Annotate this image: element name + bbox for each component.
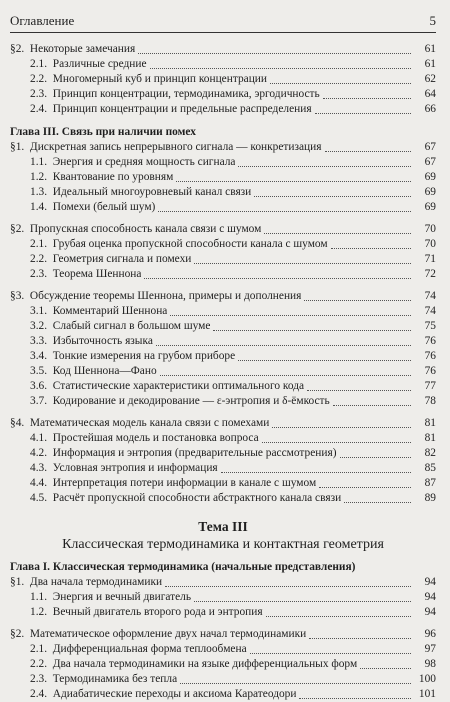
toc-entry-label: 1.1. Энергия и средняя мощность сигнала	[30, 156, 236, 168]
dot-leader	[264, 233, 411, 234]
toc-entry-page: 62	[424, 73, 436, 85]
toc-entry-page: 87	[424, 477, 436, 489]
toc-subsection-entry[interactable]	[10, 102, 436, 117]
toc-entry-page: 94	[424, 606, 436, 618]
toc-section-entry[interactable]	[10, 222, 436, 237]
toc-entry-label: 3.4. Тонкие измерения на грубом приборе	[30, 350, 236, 362]
dot-leader	[176, 181, 411, 182]
toc-subsection-entry[interactable]	[10, 461, 436, 476]
toc-entry-page: 69	[424, 201, 436, 213]
toc-group-2	[10, 140, 436, 506]
toc-subsection-entry[interactable]	[10, 185, 436, 200]
theme-title: Классическая термодинамика и контактная геометрия	[62, 537, 384, 552]
toc-subsection-entry[interactable]	[10, 319, 436, 334]
toc-entry-page: 71	[424, 253, 436, 265]
dot-leader	[331, 248, 411, 249]
toc-entry-page: 76	[424, 350, 436, 362]
toc-subsection-entry[interactable]	[10, 687, 436, 702]
toc-entry-page: 67	[424, 156, 436, 168]
dot-leader	[307, 390, 411, 391]
toc-entry-page: 98	[424, 658, 436, 670]
toc-entry-label: 4.5. Расчёт пропускной способности абстрактного канала связи	[30, 492, 342, 504]
toc-entry-page: 78	[424, 395, 436, 407]
toc-entry-label: §1. Дискретная запись непрерывного сигнала — конкретизация	[10, 141, 322, 153]
chapter-heading[interactable]	[10, 125, 436, 140]
dot-leader	[238, 360, 411, 361]
toc-entry-label: 2.3. Теорема Шеннона	[30, 268, 142, 280]
toc-subsection-entry[interactable]	[10, 349, 436, 364]
toc-entry-page: 74	[424, 305, 436, 317]
toc-section-entry[interactable]	[10, 627, 436, 642]
toc-subsection-entry[interactable]	[10, 57, 436, 72]
toc-subsection-entry[interactable]	[10, 304, 436, 319]
chapter-heading-label: Глава I. Классическая термодинамика (начальные представления)	[10, 561, 356, 573]
dot-leader	[319, 487, 411, 488]
toc-entry-page: 94	[424, 591, 436, 603]
toc-entry-label: 2.3. Термодинамика без тепла	[30, 673, 178, 685]
dot-leader	[340, 457, 411, 458]
running-title: Оглавление	[10, 13, 75, 28]
toc-subsection-entry[interactable]	[10, 267, 436, 282]
toc-subsection-entry[interactable]	[10, 476, 436, 491]
dot-leader	[165, 586, 411, 587]
toc-entry-label: §2. Пропускная способность канала связи с шумом	[10, 223, 262, 235]
dot-leader	[325, 151, 412, 152]
toc-entry-page: 82	[424, 447, 436, 459]
toc-entry-label: §1. Два начала термодинамики	[10, 576, 163, 588]
toc-entry-page: 74	[424, 290, 436, 302]
dot-leader	[158, 211, 411, 212]
dot-leader	[221, 472, 411, 473]
dot-leader	[180, 683, 411, 684]
toc-entry-page: 76	[424, 365, 436, 377]
toc-entry-label: 3.5. Код Шеннона—Фано	[30, 365, 157, 377]
toc-entry-label: 3.1. Комментарий Шеннона	[30, 305, 168, 317]
toc-entry-label: 2.1. Дифференциальная форма теплообмена	[30, 643, 247, 655]
toc-subsection-entry[interactable]	[10, 237, 436, 252]
dot-leader	[213, 330, 411, 331]
toc-entry-page: 61	[424, 43, 436, 55]
theme-heading	[10, 518, 436, 554]
dot-leader	[309, 638, 411, 639]
toc-section-entry[interactable]	[10, 416, 436, 431]
dot-leader	[266, 616, 411, 617]
toc-entry-page: 81	[424, 432, 436, 444]
toc-entry-label: 2.2. Два начала термодинамики на языке дифференциальных форм	[30, 658, 358, 670]
toc-entry-label: 3.3. Избыточность языка	[30, 335, 153, 347]
toc-entry-page: 96	[424, 628, 436, 640]
toc-section-entry[interactable]	[10, 140, 436, 155]
toc-entry-label: §4. Математическая модель канала связи с помехами	[10, 417, 270, 429]
toc-entry-page: 76	[424, 335, 436, 347]
toc-entry-label: 2.1. Грубая оценка пропускной способности канала с шумом	[30, 238, 328, 250]
toc-subsection-entry[interactable]	[10, 642, 436, 657]
toc-entry-page: 67	[424, 141, 436, 153]
toc-entry-label: 1.1. Энергия и вечный двигатель	[30, 591, 192, 603]
dot-leader	[304, 300, 411, 301]
dot-leader	[138, 53, 411, 54]
toc-subsection-entry[interactable]	[10, 394, 436, 409]
toc-entry-page: 64	[424, 88, 436, 100]
dot-leader	[144, 278, 411, 279]
dot-leader	[194, 601, 411, 602]
toc-entry-label: 3.2. Слабый сигнал в большом шуме	[30, 320, 211, 332]
toc-entry-page: 100	[418, 673, 436, 685]
toc-entry-label: 2.4. Принцип концентрации и предельные распределения	[30, 103, 312, 115]
toc-subsection-entry[interactable]	[10, 334, 436, 349]
dot-leader	[160, 375, 411, 376]
toc-subsection-entry[interactable]	[10, 431, 436, 446]
toc-entry-page: 85	[424, 462, 436, 474]
toc-entry-page: 81	[424, 417, 436, 429]
toc-entry-page: 77	[424, 380, 436, 392]
toc-entry-label: 2.2. Многомерный куб и принцип концентрации	[30, 73, 267, 85]
toc-section-entry[interactable]	[10, 575, 436, 590]
toc-entry-label: 1.4. Помехи (белый шум)	[30, 201, 156, 213]
dot-leader	[299, 698, 411, 699]
chapter-heading-label: Глава III. Связь при наличии помех	[10, 126, 196, 138]
toc-entry-label: 2.2. Геометрия сигнала и помехи	[30, 253, 192, 265]
dot-leader	[315, 113, 411, 114]
toc-entry-label: §2. Математическое оформление двух начал термодинамики	[10, 628, 307, 640]
chapter-heading[interactable]	[10, 560, 436, 575]
toc-entry-label: 4.4. Интерпретация потери информации в канале с шумом	[30, 477, 317, 489]
dot-leader	[250, 653, 411, 654]
dot-leader	[333, 405, 411, 406]
toc-entry-label: §2. Некоторые замечания	[10, 43, 136, 55]
dot-leader	[344, 502, 411, 503]
toc-section-entry[interactable]	[10, 289, 436, 304]
toc-entry-page: 66	[424, 103, 436, 115]
toc-entry-page: 69	[424, 186, 436, 198]
dot-leader	[156, 345, 411, 346]
toc-entry-page: 101	[418, 688, 436, 700]
toc-section-entry[interactable]	[10, 42, 436, 57]
toc-subsection-entry[interactable]	[10, 170, 436, 185]
toc-subsection-entry[interactable]	[10, 605, 436, 620]
dot-leader	[254, 196, 411, 197]
toc-entry-label: 1.3. Идеальный многоуровневый канал связи	[30, 186, 252, 198]
dot-leader	[150, 68, 411, 69]
toc-subsection-entry[interactable]	[10, 590, 436, 605]
toc-group-1	[10, 42, 436, 117]
toc-subsection-entry[interactable]	[10, 672, 436, 687]
toc-subsection-entry[interactable]	[10, 364, 436, 379]
toc-entry-label: 1.2. Квантование по уровням	[30, 171, 174, 183]
toc-entry-label: 2.4. Адиабатические переходы и аксиома Каратеодори	[30, 688, 297, 700]
page-header	[10, 9, 436, 33]
dot-leader	[262, 442, 411, 443]
toc-entry-label: 4.3. Условная энтропия и информация	[30, 462, 218, 474]
toc-subsection-entry[interactable]	[10, 446, 436, 461]
page-number: 5	[429, 13, 436, 28]
toc-entry-page: 70	[424, 238, 436, 250]
toc-entry-page: 70	[424, 223, 436, 235]
toc-entry-label: 2.1. Различные средние	[30, 58, 147, 70]
dot-leader	[170, 315, 411, 316]
dot-leader	[270, 83, 411, 84]
toc-subsection-entry[interactable]	[10, 379, 436, 394]
dot-leader	[323, 98, 411, 99]
table-of-contents	[10, 42, 436, 702]
toc-subsection-entry[interactable]	[10, 155, 436, 170]
toc-entry-label: 4.1. Простейшая модель и постановка вопроса	[30, 432, 259, 444]
toc-group-3	[10, 575, 436, 702]
toc-subsection-entry[interactable]	[10, 252, 436, 267]
toc-entry-label: 3.6. Статистические характеристики оптимального кода	[30, 380, 305, 392]
toc-subsection-entry[interactable]	[10, 87, 436, 102]
toc-subsection-entry[interactable]	[10, 200, 436, 215]
dot-leader	[238, 166, 411, 167]
toc-subsection-entry[interactable]	[10, 491, 436, 506]
toc-entry-page: 69	[424, 171, 436, 183]
toc-entry-page: 75	[424, 320, 436, 332]
toc-entry-label: 2.3. Принцип концентрации, термодинамика, эргодичность	[30, 88, 320, 100]
toc-entry-page: 94	[424, 576, 436, 588]
toc-entry-label: 1.2. Вечный двигатель второго рода и энтропия	[30, 606, 263, 618]
toc-entry-page: 61	[424, 58, 436, 70]
toc-entry-label: 4.2. Информация и энтропия (предварительные рассмотрения)	[30, 447, 337, 459]
toc-entry-label: 3.7. Кодирование и декодирование — ε-энтропия и δ-ёмкость	[30, 395, 330, 407]
dot-leader	[360, 668, 411, 669]
toc-entry-label: §3. Обсуждение теоремы Шеннона, примеры и дополнения	[10, 290, 302, 302]
dot-leader	[272, 427, 411, 428]
toc-entry-page: 97	[424, 643, 436, 655]
toc-entry-page: 72	[424, 268, 436, 280]
theme-number: Тема III	[198, 519, 248, 534]
toc-entry-page: 89	[424, 492, 436, 504]
dot-leader	[194, 263, 411, 264]
toc-subsection-entry[interactable]	[10, 72, 436, 87]
toc-subsection-entry[interactable]	[10, 657, 436, 672]
